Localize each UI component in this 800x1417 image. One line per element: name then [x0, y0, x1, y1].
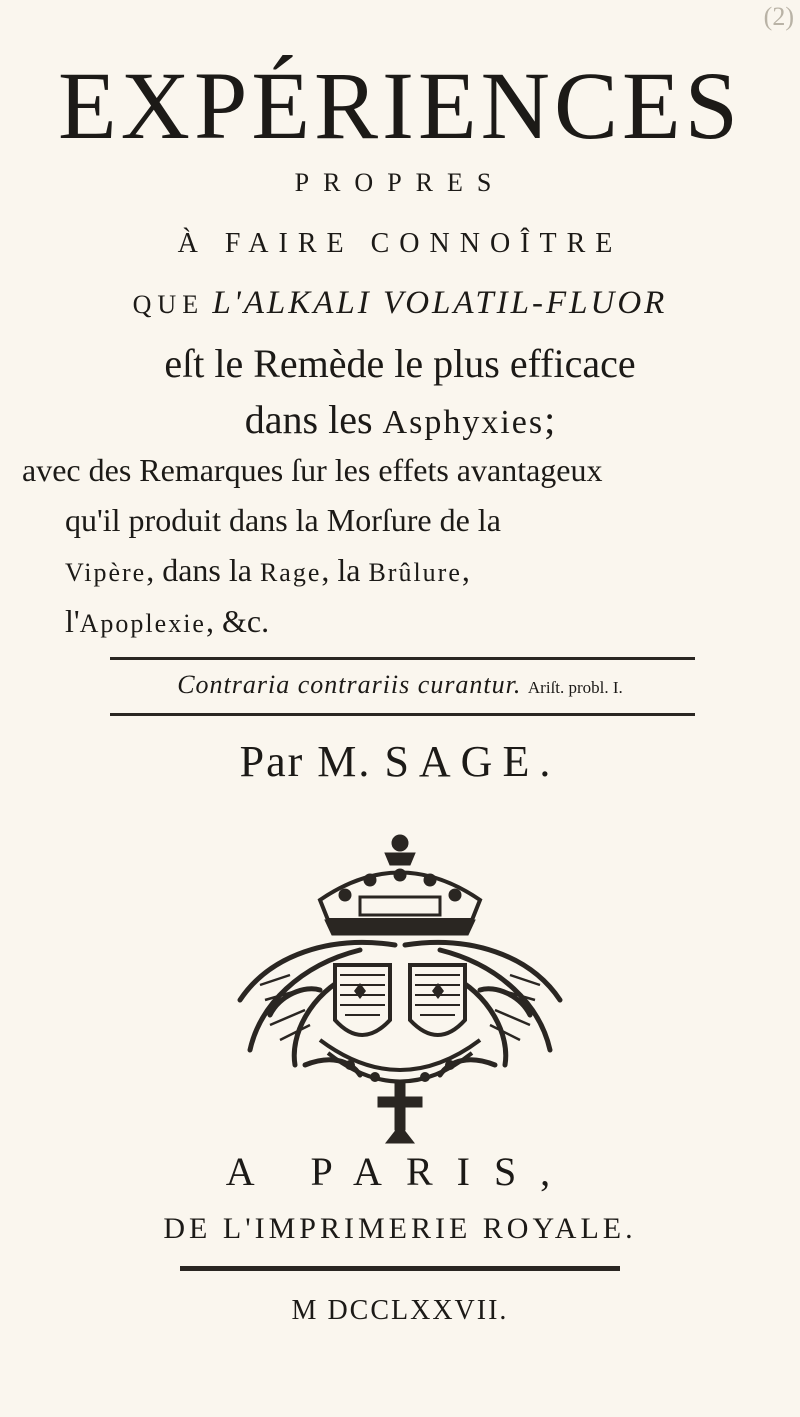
subject-remedy: L'ALKALI VOLATIL-FLUOR: [212, 285, 668, 321]
body-line-5-text-2: , la: [321, 552, 369, 588]
body-line-2-prefix: dans les: [244, 397, 373, 442]
vipere-word: Vipère: [65, 558, 147, 587]
apoplexie-word: Apoplexie: [79, 609, 206, 638]
body-line-4: qu'il produit dans la Morſure de la: [65, 502, 501, 538]
imprint-printer: DE L'IMPRIMERIE ROYALE.: [163, 1212, 637, 1245]
page-corner-mark: (2): [763, 2, 794, 31]
author-line: [0, 736, 800, 787]
rage-word: Rage: [259, 558, 322, 587]
imprint-date: M DCCLXXVII.: [291, 1295, 509, 1326]
author-name: SAGE.: [384, 737, 561, 786]
author-prefix: Par M.: [239, 737, 372, 786]
body-line-5-text-3: ,: [461, 552, 470, 588]
body-line-2-suffix: ;: [544, 397, 556, 442]
bottom-motto-rule: [110, 713, 695, 716]
body-line-6-prefix: l': [65, 603, 80, 639]
body-line-6: [65, 603, 785, 640]
main-title: EXPÉRIENCES: [57, 52, 743, 159]
que-word: QUE: [132, 290, 205, 319]
imprint-city: A PARIS,: [225, 1149, 575, 1194]
epigraph: [0, 670, 800, 700]
body-line-5: [65, 552, 785, 589]
body-line-1: eſt le Remède le plus efficace: [164, 341, 636, 386]
top-motto-rule: [110, 657, 695, 660]
subtitle-faire-connoitre: À FAIRE CONNOÎTRE: [177, 228, 623, 259]
asphyxies-word: Asphyxies: [382, 404, 545, 441]
body-line-5-text-1: , dans la: [146, 552, 260, 588]
brulure-word: Brûlure: [368, 558, 462, 587]
royal-arms-emblem: [210, 825, 590, 1145]
epigraph-latin: Contraria contrariis curantur.: [177, 670, 522, 699]
body-line-6-suffix: , &c.: [205, 603, 270, 639]
subtitle-propres: PROPRES: [294, 168, 506, 197]
imprint-rule: [180, 1266, 620, 1271]
epigraph-reference: Ariſt. probl. I.: [527, 678, 623, 697]
body-line-2: [0, 396, 800, 443]
subject-line: [0, 285, 800, 322]
body-line-3: avec des Remarques ſur les effets avantageux: [22, 452, 603, 488]
